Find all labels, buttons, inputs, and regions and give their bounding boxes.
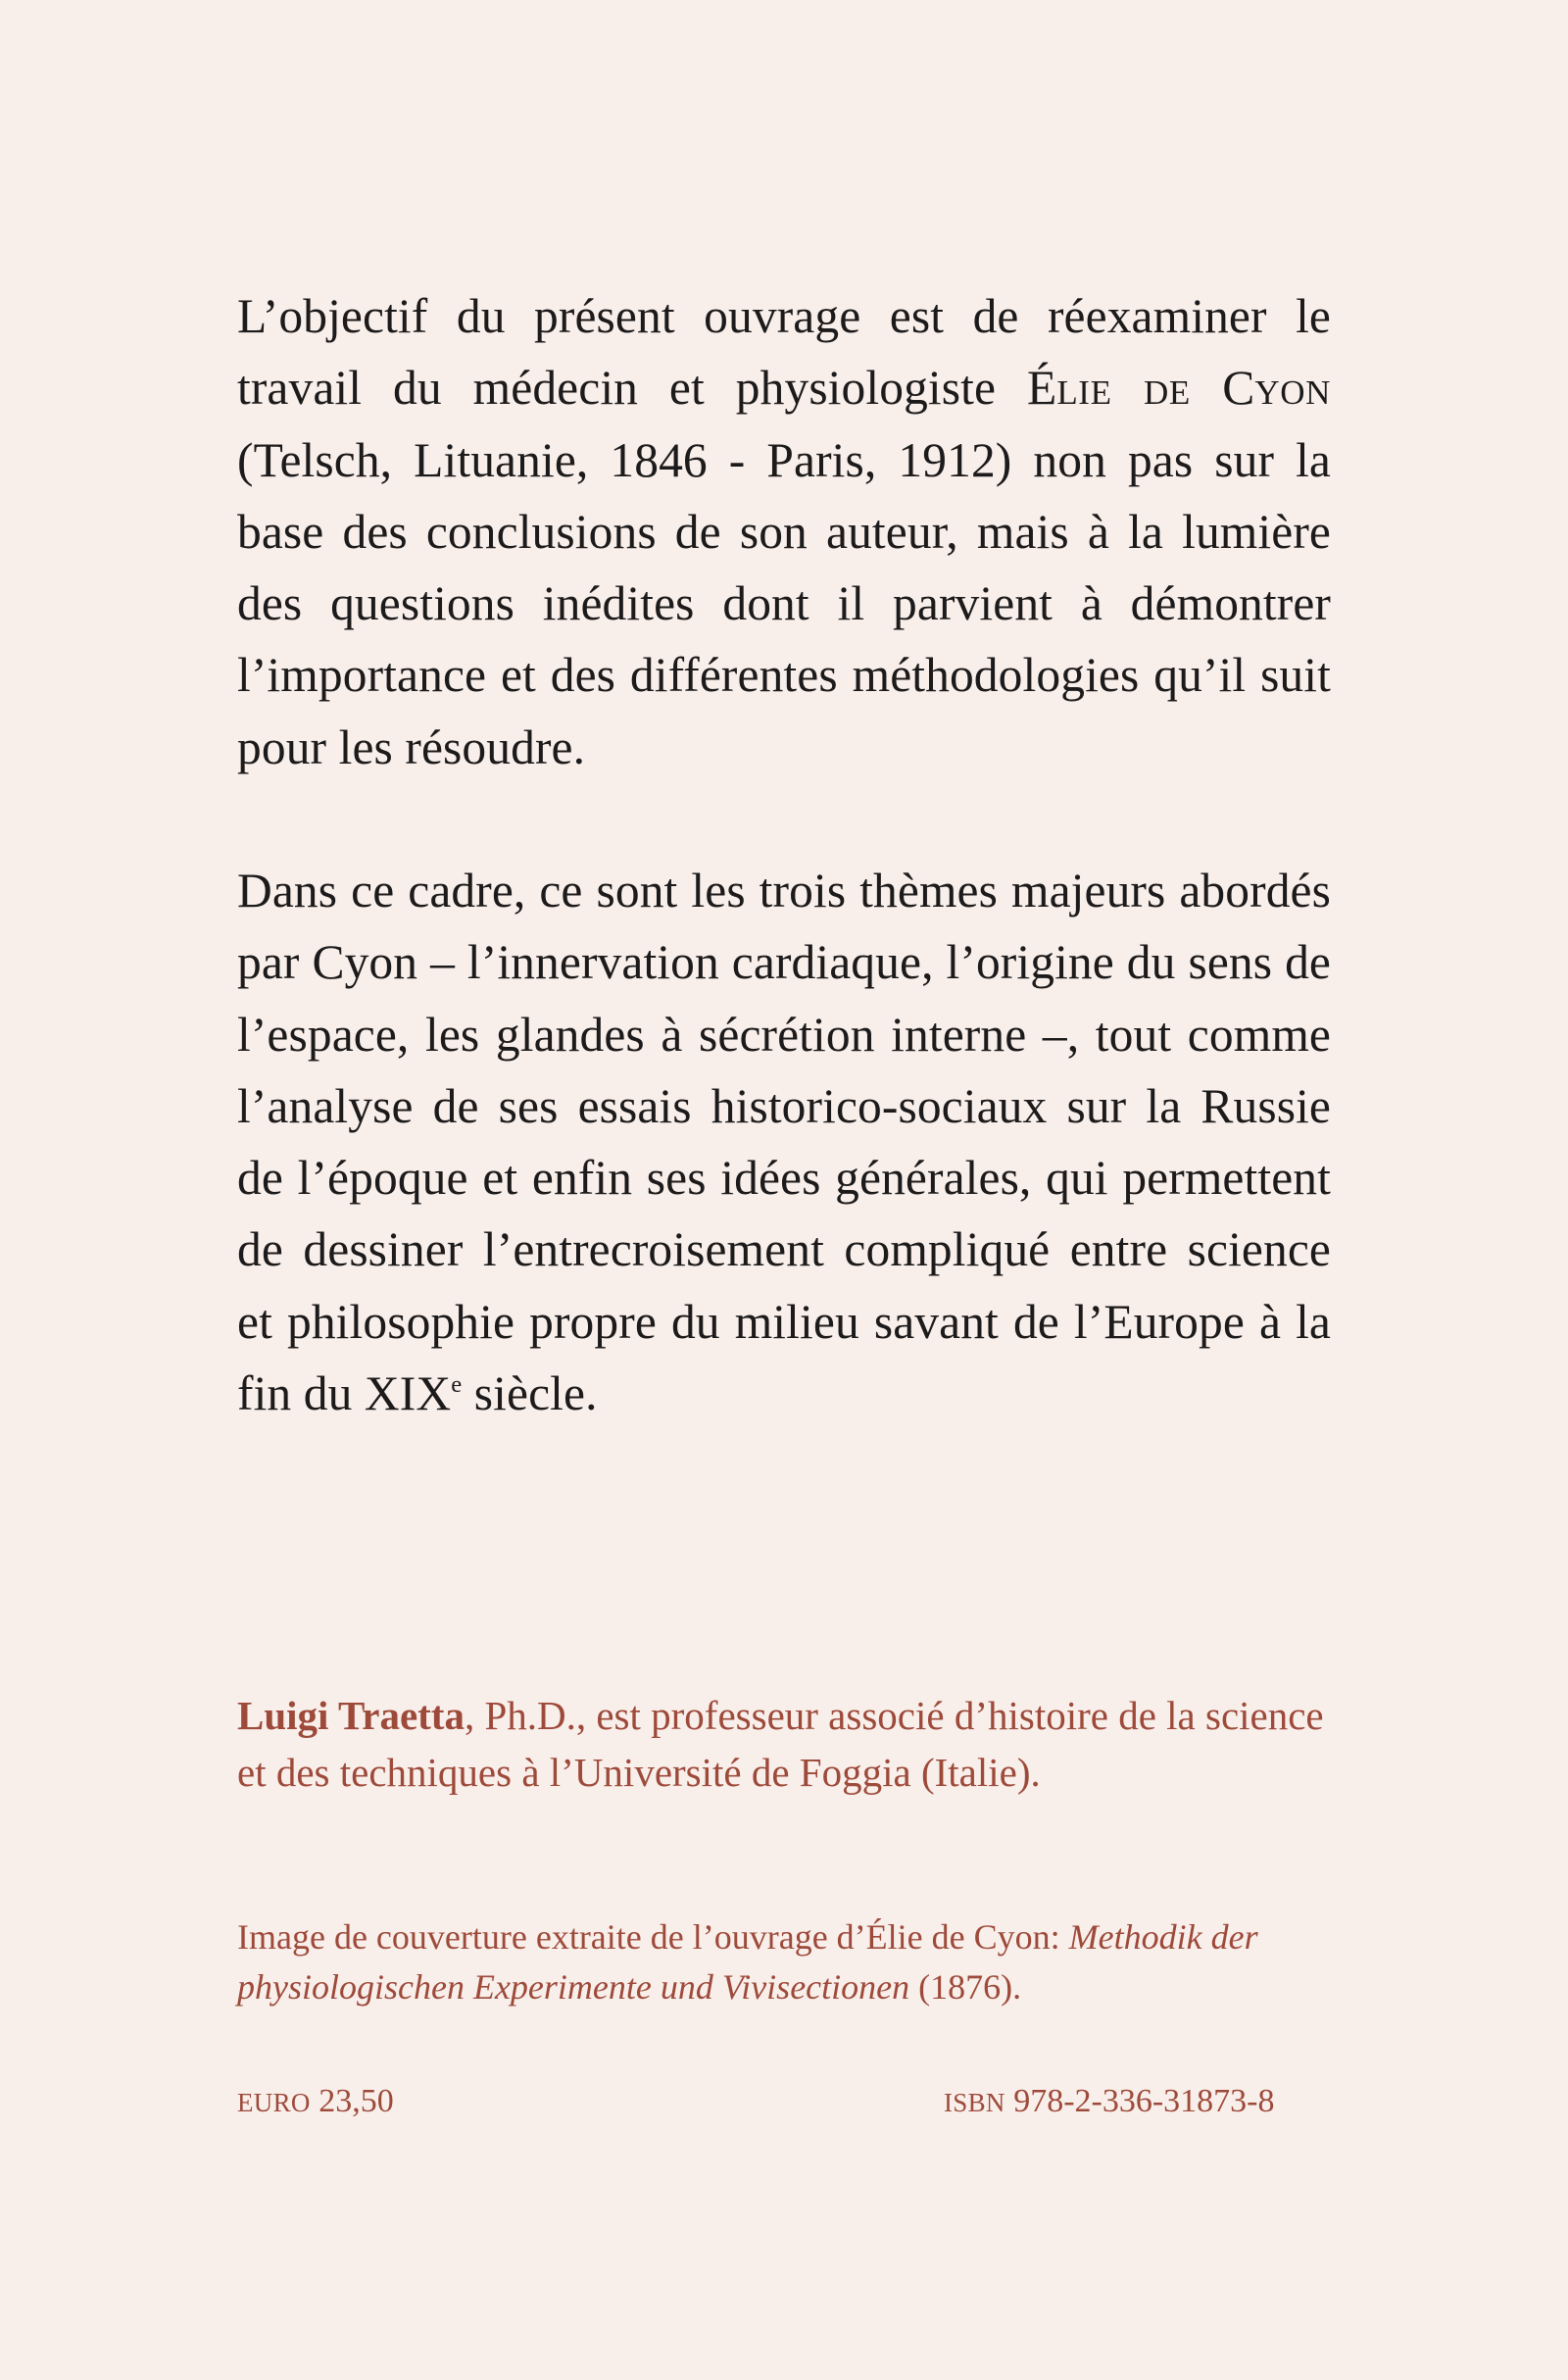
cover-credit-work-title: Methodik der physiologischen Experimente und Vivisectionen bbox=[237, 1917, 1258, 2007]
price-label: EURO bbox=[237, 2088, 311, 2117]
century-superscript: e bbox=[451, 1370, 463, 1398]
summary-paragraph-2-body: Dans ce cadre, ce sont les trois thèmes majeurs abordés par Cyon – l’innervation cardiaque, l’origine du sens de l’espace, les glandes à sécrétion interne –, tout comme l’analyse de ses essais historico-sociaux sur la Russie de l’époque et enfin ses idées générales, qui permettent de dessiner l’entrecroisement compliqué entre science et philosophie propre du milieu savant de l’Europe à la fin du XIX bbox=[237, 864, 1331, 1421]
isbn bbox=[944, 2078, 1275, 2126]
summary-paragraph-2 bbox=[237, 855, 1331, 1429]
author-name: Luigi Traetta bbox=[237, 1693, 465, 1738]
summary-paragraph-1 bbox=[237, 280, 1331, 783]
cover-credit-suffix: (1876). bbox=[909, 1967, 1022, 2007]
summary-paragraph-1-body: (Telsch, Lituanie, 1846 - Paris, 1912) non pas sur la base des conclusions de son auteur, mais à la lumière des questions inédites dont il parvient à démontrer l’importance et des différentes méthodologies qu’il suit pour les résoudre. bbox=[237, 432, 1331, 774]
cover-credit-prefix: Image de couverture extraite de l’ouvrage d’Élie de Cyon: bbox=[237, 1917, 1069, 1957]
price-value: 23,50 bbox=[310, 2083, 394, 2119]
author-bio bbox=[237, 1687, 1331, 1801]
author-bio-text: , Ph.D., est professeur associé d’histoire de la science et des techniques à l’Université de Foggia (Italie). bbox=[237, 1693, 1324, 1795]
summary-paragraph-1-intro: L’objectif du présent ouvrage est de réexaminer le travail du médecin et physiologiste bbox=[237, 289, 1331, 416]
subject-name-initial: É bbox=[1026, 361, 1057, 416]
subject-name-initial-2: C bbox=[1222, 361, 1255, 416]
cover-image-credit bbox=[237, 1912, 1331, 2012]
subject-name-first-rest: lie de bbox=[1056, 361, 1223, 416]
subject-name-last-rest: yon bbox=[1254, 361, 1331, 416]
isbn-label: ISBN bbox=[944, 2088, 1005, 2117]
price bbox=[237, 2078, 394, 2126]
summary-paragraph-2-ending: siècle. bbox=[462, 1366, 598, 1421]
isbn-value: 978-2-336-31873-8 bbox=[1004, 2083, 1275, 2119]
subject-name bbox=[1027, 361, 1331, 415]
